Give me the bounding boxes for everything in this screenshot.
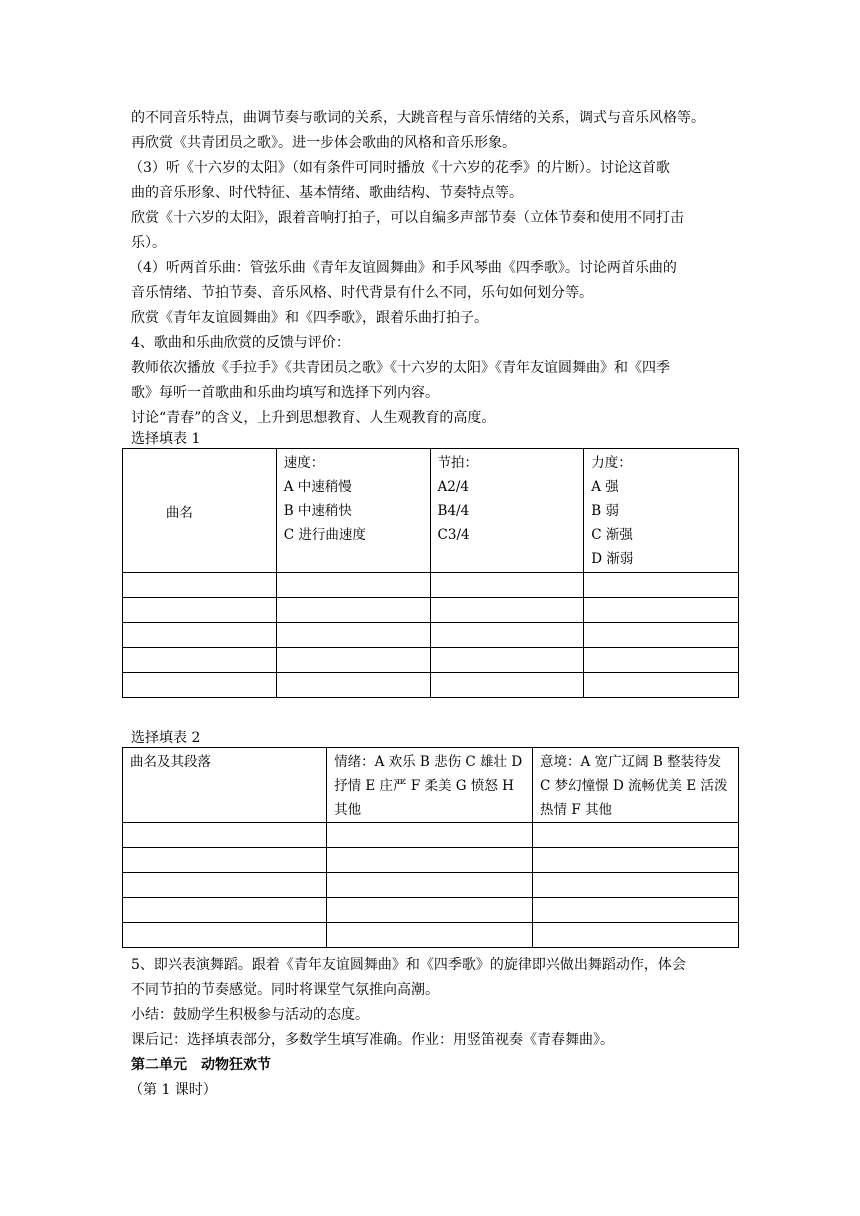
paragraph-line: 歌》每听一首歌曲和乐曲均填写和选择下列内容。 <box>131 385 439 401</box>
paragraph-line: 再欣赏《共青团员之歌》。进一步体会歌曲的风格和音乐形象。 <box>131 135 516 151</box>
table-row <box>123 823 739 848</box>
paragraph-line: （3）听《十六岁的太阳》（如有条件可同时播放《十六岁的花季》的片断）。讨论这首歌 <box>129 160 670 176</box>
summary-line: 小结：鼓励学生积极参与活动的态度。 <box>131 1007 369 1023</box>
paragraph-line: （4）听两首乐曲：管弦乐曲《青年友谊圆舞曲》和手风琴曲《四季歌》。讨论两首乐曲的 <box>129 260 677 276</box>
table-row <box>123 923 739 948</box>
table-row <box>123 573 739 598</box>
paragraph-line: 的不同音乐特点，曲调节奏与歌词的关系，大跳音程与音乐情绪的关系，调式与音乐风格等。 <box>131 110 705 126</box>
table1-header-meter: 节拍： A2/4 B4/4 C3/4 <box>430 449 584 573</box>
table1-header-tempo: 速度： A 中速稍慢 B 中速稍快 C 进行曲速度 <box>276 449 430 573</box>
table1-header-song: 曲名 <box>123 449 277 573</box>
table-row <box>123 648 739 673</box>
table2-header-mood-image: 意境：A 宽广辽阔 B 整装待发 C 梦幻憧憬 D 流畅优美 E 活泼 热情 F 其他 <box>533 748 739 823</box>
paragraph-line: 曲的音乐形象、时代特征、基本情绪、歌曲结构、节奏特点等。 <box>131 185 523 201</box>
table-row <box>123 623 739 648</box>
unit-heading: 第二单元 动物狂欢节 <box>131 1057 271 1073</box>
selection-table-1 <box>122 448 739 698</box>
table1-title: 选择填表 1 <box>131 431 201 447</box>
paragraph-line: 教师依次播放《手拉手》《共青团员之歌》《十六岁的太阳》《青年友谊圆舞曲》和《四季 <box>131 360 670 376</box>
table2-title: 选择填表 2 <box>131 730 201 746</box>
table-row <box>123 898 739 923</box>
table2-header-mood: 情绪：A 欢乐 B 悲伤 C 雄壮 D 抒情 E 庄严 F 柔美 G 愤怒 H 其他 <box>327 748 533 823</box>
paragraph-line: 欣赏《十六岁的太阳》，跟着音响打拍子，可以自编多声部节奏（立体节奏和使用不同打击 <box>131 210 684 226</box>
table-row <box>123 873 739 898</box>
table2-header-song-section: 曲名及其段落 <box>123 748 327 823</box>
paragraph-line: 讨论“青春”的含义，上升到思想教育、人生观教育的高度。 <box>131 410 496 426</box>
paragraph-line: 乐）。 <box>131 235 166 251</box>
paragraph-line: 5、即兴表演舞蹈。跟着《青年友谊圆舞曲》和《四季歌》的旋律即兴做出舞蹈动作，体会 <box>131 957 686 973</box>
paragraph-line: 不同节拍的节奏感觉。同时将课堂气氛推向高潮。 <box>131 982 439 998</box>
selection-table-2 <box>122 747 739 948</box>
table-row <box>123 673 739 698</box>
section-heading-4: 4、歌曲和乐曲欣赏的反馈与评价： <box>131 335 350 351</box>
table1-header-dynamics: 力度： A 强 B 弱 C 渐强 D 渐弱 <box>584 449 739 573</box>
lesson-label: （第 1 课时） <box>129 1082 217 1098</box>
paragraph-line: 音乐情绪、节拍节奏、音乐风格、时代背景有什么不同，乐句如何划分等。 <box>131 285 593 301</box>
paragraph-line: 欣赏《青年友谊圆舞曲》和《四季歌》，跟着乐曲打拍子。 <box>131 310 488 326</box>
after-class-note: 课后记：选择填表部分，多数学生填写准确。作业：用竖笛视奏《青春舞曲》。 <box>131 1032 614 1048</box>
table-row <box>123 598 739 623</box>
table-row <box>123 848 739 873</box>
